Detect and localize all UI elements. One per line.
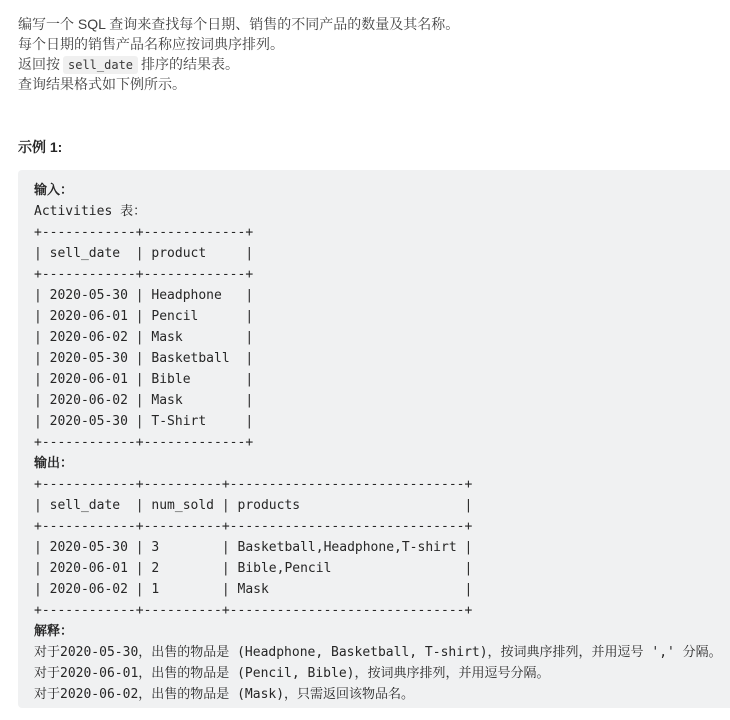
output-table-row: | 2020-06-01 | 2 | Bible,Pencil | [34,561,473,576]
example-heading: 示例 1: [18,139,63,155]
output-table-border-mid: +------------+----------+------------------------------+ [34,519,473,534]
input-table-border-top: +------------+-------------+ [34,225,254,240]
explanation-line: 对于2020-05-30，出售的物品是 (Headphone, Basketball, T-shirt)，按词典序排列，并用逗号 ',' 分隔。 [34,645,722,660]
output-table-border-bottom: +------------+----------+------------------------------+ [34,603,473,618]
statement-line-3-suffix: 排序的结果表。 [141,56,240,72]
input-table-row: | 2020-06-01 | Bible | [34,372,254,387]
output-table-header-row: | sell_date | num_sold | products | [34,498,473,513]
statement-line-3 [18,54,730,74]
input-table-border-bottom: +------------+-------------+ [34,435,254,450]
input-table-row: | 2020-05-30 | Basketball | [34,351,254,366]
input-table-title: Activities 表： [34,204,147,219]
statement-line-2: 每个日期的销售产品名称应按词典序排列。 [18,36,284,52]
input-table-row: | 2020-05-30 | T-Shirt | [34,414,254,429]
output-table-row: | 2020-05-30 | 3 | Basketball,Headphone,T-shirt | [34,540,473,555]
statement-line-4: 查询结果格式如下例所示。 [18,76,186,92]
input-table-row: | 2020-06-01 | Pencil | [34,309,254,324]
explanation-line: 对于2020-06-02，出售的物品是 (Mask)，只需返回该物品名。 [34,687,415,702]
input-table-header-row: | sell_date | product | [34,246,254,261]
example-panel [18,170,730,708]
input-table-row: | 2020-06-02 | Mask | [34,393,254,408]
example-input-label: 输入： [34,183,74,198]
example-explanation-label: 解释： [34,624,74,639]
input-table-row: | 2020-05-30 | Headphone | [34,288,254,303]
input-table-row: | 2020-06-02 | Mask | [34,330,254,345]
explanation-line: 对于2020-06-01，出售的物品是 (Pencil, Bible)，按词典序排列，并用逗号分隔。 [34,666,550,681]
statement-line-1: 编写一个 SQL 查询来查找每个日期、销售的不同产品的数量及其名称。 [18,16,460,32]
output-table-row: | 2020-06-02 | 1 | Mask | [34,582,473,597]
problem-statement [18,14,730,94]
inline-code-sell-date: sell_date [63,56,138,74]
input-table-border-mid: +------------+-------------+ [34,267,254,282]
output-table-border-top: +------------+----------+------------------------------+ [34,477,473,492]
statement-line-3-prefix: 返回按 [18,56,60,72]
example-output-label: 输出： [34,456,74,471]
